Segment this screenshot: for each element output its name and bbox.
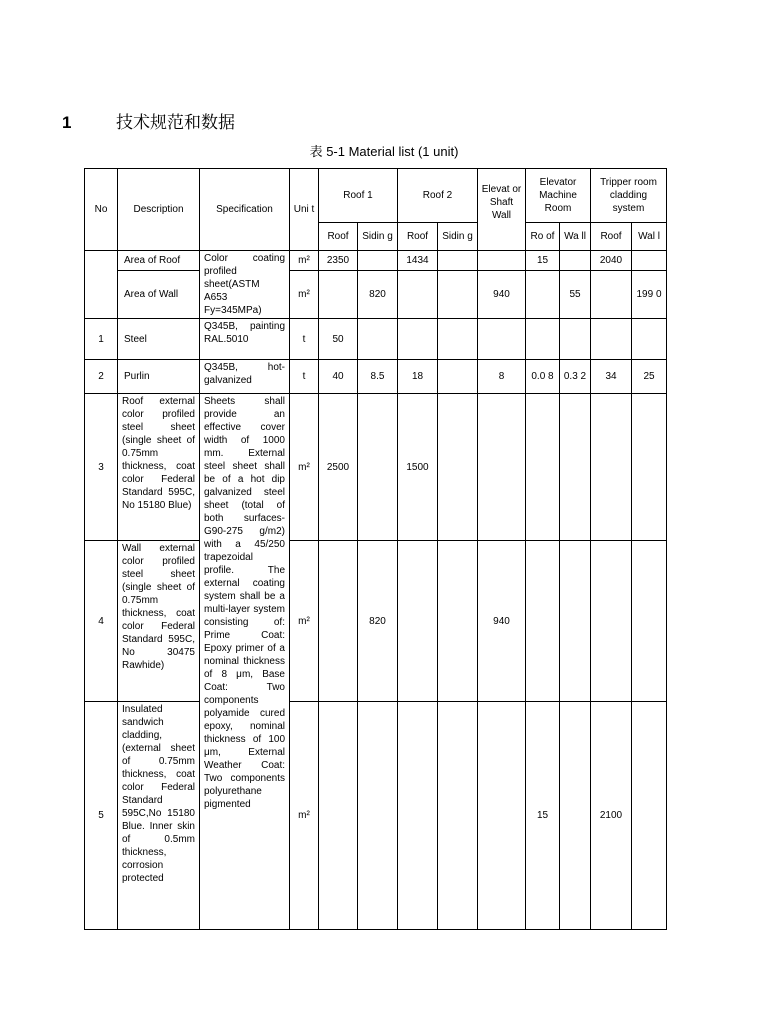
col-header-unit: Uni t <box>290 169 319 251</box>
col-header-elevator-machine-room: Elevator Machine Room <box>526 169 591 223</box>
subheader-tripper-roof: Roof <box>591 223 632 251</box>
cell-specification: Q345B, hot-galvanized <box>200 360 290 394</box>
subheader-tripper-wall: Wal l <box>632 223 667 251</box>
table-row <box>85 394 667 541</box>
cell-unit: t <box>290 360 319 394</box>
col-header-roof2: Roof 2 <box>398 169 478 223</box>
section-number: 1 <box>62 113 72 132</box>
subheader-roof1-roof: Roof <box>319 223 358 251</box>
section-title: 技术规范和数据 <box>116 113 235 133</box>
cell-unit: m² <box>290 251 319 271</box>
cell-value: 820 <box>358 541 398 702</box>
subheader-roof2-roof: Roof <box>398 223 438 251</box>
cell-description: Wall external color profiled steel sheet (single sheet of 0.75mm thickness, coat color Federal Standard 595C, No 30475 Rawhide) <box>118 541 200 702</box>
table-row <box>85 702 667 930</box>
col-header-roof1: Roof 1 <box>319 169 398 223</box>
cell-value: 199 0 <box>632 271 667 319</box>
cell-description: Steel <box>118 319 200 360</box>
table-row <box>85 360 667 394</box>
subheader-roof2-siding: Sidin g <box>438 223 478 251</box>
cell-value: 940 <box>478 271 526 319</box>
subheader-emr-roof: Ro of <box>526 223 560 251</box>
subheader-emr-wall: Wa ll <box>560 223 591 251</box>
cell-no: 3 <box>85 394 118 541</box>
cell-value: 0.3 2 <box>560 360 591 394</box>
table-header-row <box>85 169 667 223</box>
cell-value: 2350 <box>319 251 358 271</box>
table-row <box>85 541 667 702</box>
col-header-tripper: Tripper room cladding system <box>591 169 667 223</box>
cell-specification: Sheets shall provide an effective cover width of 1000 mm. External steel sheet shall be of a hot dip galvanized steel sheet (total of both surfaces-G90-275 g/m2) with a 45/250 trapezoidal profile. The external coating system shall be a multi-layer system consisting of: Prime Coat: Epoxy primer of a nominal thickness of 8 μm, Base Coat: Two components polyamide cured epoxy, nominal thickness of 100 μm, External Weather Coat: Two components polyurethane pigmented <box>200 394 290 930</box>
cell-no: 1 <box>85 319 118 360</box>
cell-no: 4 <box>85 541 118 702</box>
table-row <box>85 251 667 271</box>
cell-description: Roof external color profiled steel sheet (single sheet of 0.75mm thickness, coat color Federal Standard 595C, No 15180 Blue) <box>118 394 200 541</box>
cell-value: 8.5 <box>358 360 398 394</box>
cell-value: 15 <box>526 251 560 271</box>
cell-unit: m² <box>290 541 319 702</box>
cell-value: 34 <box>591 360 632 394</box>
col-header-elevator-shaft: Elevat or Shaft Wall <box>478 169 526 251</box>
cell-value: 25 <box>632 360 667 394</box>
cell-value: 940 <box>478 541 526 702</box>
cell-description: Area of Wall <box>118 271 200 319</box>
material-table <box>84 168 667 930</box>
cell-specification: Color coating profiled sheet(ASTM A653 Fy=345MPa) <box>200 251 290 319</box>
col-header-specification: Specification <box>200 169 290 251</box>
cell-specification: Q345B, painting RAL.5010 <box>200 319 290 360</box>
col-header-no: No <box>85 169 118 251</box>
cell-value: 2500 <box>319 394 358 541</box>
col-header-description: Description <box>118 169 200 251</box>
cell-value: 50 <box>319 319 358 360</box>
cell-no: 2 <box>85 360 118 394</box>
table-caption: 表 5-1 Material list (1 unit) <box>309 144 459 159</box>
cell-value: 18 <box>398 360 438 394</box>
cell-value: 2100 <box>591 702 632 930</box>
cell-unit: t <box>290 319 319 360</box>
subheader-roof1-siding: Sidin g <box>358 223 398 251</box>
cell-unit: m² <box>290 394 319 541</box>
cell-value: 1434 <box>398 251 438 271</box>
cell-value: 15 <box>526 702 560 930</box>
cell-unit: m² <box>290 702 319 930</box>
cell-value: 2040 <box>591 251 632 271</box>
cell-description: Purlin <box>118 360 200 394</box>
table-row <box>85 271 667 319</box>
cell-value: 55 <box>560 271 591 319</box>
cell-value: 40 <box>319 360 358 394</box>
table-row <box>85 319 667 360</box>
cell-value: 0.0 8 <box>526 360 560 394</box>
cell-no: 5 <box>85 702 118 930</box>
cell-unit: m² <box>290 271 319 319</box>
cell-value: 8 <box>478 360 526 394</box>
cell-description: Area of Roof <box>118 251 200 271</box>
cell-value: 820 <box>358 271 398 319</box>
cell-value: 1500 <box>398 394 438 541</box>
cell-description: Insulated sandwich cladding, (external sheet of 0.75mm thickness, coat color Federal Standard 595C,No 15180 Blue. Inner skin of 0.5mm thickness, corrosion protected <box>118 702 200 930</box>
section-heading <box>62 108 235 133</box>
